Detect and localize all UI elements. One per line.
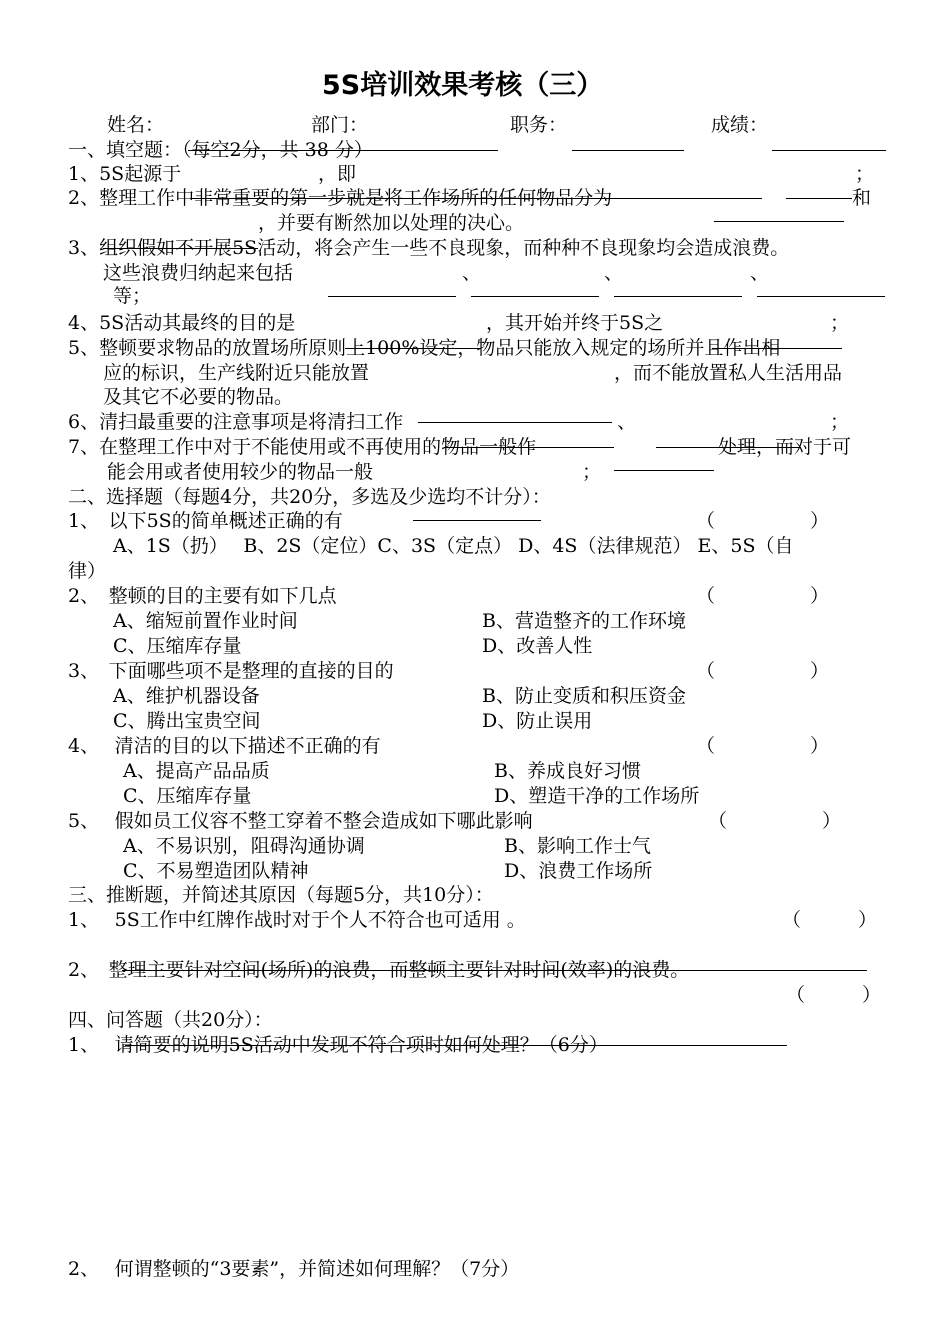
strike-line bbox=[444, 447, 614, 448]
q2-3-option-b: B、防止变质和积压资金 bbox=[482, 685, 686, 707]
q4-2-text: 2、 何谓整顿的“3要素”，并简述如何理解？（7分） bbox=[68, 1258, 520, 1280]
q2-4-option-d: D、塑造干净的工作场所 bbox=[494, 785, 700, 807]
name-label: 姓名： bbox=[107, 114, 165, 136]
position-label: 职务： bbox=[510, 114, 568, 136]
answer-paren: （ ） bbox=[696, 660, 830, 682]
q2-3-option-d: D、防止误用 bbox=[482, 710, 593, 732]
blank-line bbox=[471, 296, 599, 297]
q1-5-text-d: 及其它不必要的物品。 bbox=[103, 386, 294, 408]
blank-line bbox=[714, 221, 844, 222]
blank-line bbox=[614, 470, 714, 471]
q2-5-option-d: D、浪费工作场所 bbox=[504, 860, 653, 882]
q2-1-text: 1、 以下5S的简单概述正确的有 bbox=[68, 510, 343, 532]
score-label: 成绩： bbox=[711, 114, 769, 136]
q1-4-text: 4、5S活动其最终的目的是 bbox=[68, 312, 296, 334]
q1-1-end: ； bbox=[855, 163, 875, 185]
q1-2-text-c: ，并要有断然加以处理的决心。 bbox=[258, 212, 525, 234]
q2-4-text: 4、 清洁的目的以下描述不正确的有 bbox=[68, 735, 381, 757]
q2-3-option-a: A、维护机器设备 bbox=[113, 685, 260, 707]
q1-2-text-b: 和 bbox=[852, 187, 872, 209]
q1-2-text: 2、整理工作中非常重要的第一步就是将工作场所的任何物品分为 bbox=[68, 187, 613, 209]
answer-paren: （ ） bbox=[782, 909, 878, 931]
section3-heading: 三、推断题，并简述其原因（每题5分，共10分）： bbox=[68, 884, 494, 906]
q2-2-option-c: C、压缩库存量 bbox=[113, 635, 242, 657]
q3-1-text: 1、 5S工作中红牌作战时对于个人不符合也可适用 。 bbox=[68, 909, 526, 931]
q1-3-text-c: 等； bbox=[113, 285, 152, 307]
blank-line bbox=[757, 296, 885, 297]
q1-7-text-b: 处理，而对于可 bbox=[718, 436, 852, 458]
q2-3-option-c: C、腾出宝贵空间 bbox=[113, 710, 261, 732]
q2-1-options-cont: 律） bbox=[68, 560, 107, 582]
separator: 、 bbox=[462, 262, 482, 284]
q4-1-text: 1、 请简要的说明5S活动中发现不符合项时如何处理？（6分） bbox=[68, 1034, 608, 1056]
answer-paren: （ ） bbox=[696, 735, 830, 757]
q2-2-text: 2、 整顿的目的主要有如下几点 bbox=[68, 585, 337, 607]
q1-6-end: ； bbox=[830, 411, 850, 433]
strike-line bbox=[103, 248, 258, 249]
q2-1-options: A、1S（扔） B、2S（定位）C、3S（定点） D、4S（法律规范） E、5S（自 bbox=[113, 535, 794, 557]
q2-3-text: 3、 下面哪些项不是整理的直接的目的 bbox=[68, 660, 394, 682]
q2-4-option-b: B、养成良好习惯 bbox=[494, 760, 641, 782]
strike-line bbox=[188, 150, 498, 151]
strike-line bbox=[345, 348, 480, 349]
department-label: 部门： bbox=[311, 114, 369, 136]
q1-4-text-b: ，其开始并终于5S之 bbox=[486, 312, 664, 334]
q2-2-option-d: D、改善人性 bbox=[482, 635, 593, 657]
q1-6-sep: 、 bbox=[617, 411, 637, 433]
strike-line bbox=[786, 198, 852, 199]
q2-4-option-a: A、提高产品品质 bbox=[123, 760, 270, 782]
q1-5-text-b: 应的标识，生产线附近只能放置 bbox=[103, 362, 370, 384]
blank-line bbox=[328, 296, 456, 297]
q2-2-option-a: A、缩短前置作业时间 bbox=[113, 610, 298, 632]
strike-line bbox=[712, 348, 842, 349]
section2-heading: 二、选择题（每题4分，共20分，多选及少选均不计分）： bbox=[68, 486, 551, 508]
section1-heading: 一、填空题：（每空2分，共 38 分） bbox=[68, 139, 373, 161]
q2-2-option-b: B、营造整齐的工作环境 bbox=[482, 610, 686, 632]
q1-7-text: 7、在整理工作中对于不能使用或不再使用的物品一般作 bbox=[68, 436, 537, 458]
strike-line bbox=[190, 198, 762, 199]
blank-line bbox=[572, 150, 684, 151]
q2-5-option-c: C、不易塑造团队精神 bbox=[123, 860, 309, 882]
q2-5-text: 5、 假如员工仪容不整工穿着不整会造成如下哪此影响 bbox=[68, 810, 533, 832]
q1-4-end: ； bbox=[830, 312, 850, 334]
q1-7-text-c: 能会用或者使用较少的物品一般 bbox=[107, 461, 374, 483]
separator: 、 bbox=[604, 262, 624, 284]
strike-line bbox=[125, 1045, 787, 1046]
q1-6-text: 6、清扫最重要的注意事项是将清扫工作 bbox=[68, 411, 404, 433]
answer-paren: （ ） bbox=[708, 810, 842, 832]
q1-1-text-b: ，即 bbox=[318, 163, 357, 185]
q1-3-text: 3、组织假如不开展5S活动，将会产生一些不良现象，而种种不良现象均会造成浪费。 bbox=[68, 237, 790, 259]
strike-line bbox=[122, 970, 867, 971]
q1-5-text-c: ，而不能放置私人生活用品 bbox=[614, 362, 843, 384]
q1-5-text: 5、整顿要求物品的放置场所原则上100%设定，物品只能放入规定的场所并且作出相 bbox=[68, 337, 781, 359]
blank-line bbox=[614, 296, 742, 297]
q1-1-text: 1、5S起源于 bbox=[68, 163, 182, 185]
q2-5-option-a: A、不易识别，阻碍沟通协调 bbox=[123, 835, 365, 857]
q2-5-option-b: B、影响工作士气 bbox=[504, 835, 651, 857]
separator: 、 bbox=[750, 262, 770, 284]
answer-paren: （ ） bbox=[786, 984, 882, 1006]
page-title: 5S培训效果考核（三） bbox=[322, 70, 604, 101]
answer-paren: （ ） bbox=[696, 510, 830, 532]
q1-3-text-b: 这些浪费归纳起来包括 bbox=[103, 262, 294, 284]
section4-heading: 四、问答题（共20分）： bbox=[68, 1009, 273, 1031]
strike-line bbox=[418, 422, 612, 423]
q3-2-text: 2、 整理主要针对空间(场所)的浪费，而整顿主要针对时间(效率)的浪费。 bbox=[68, 959, 690, 981]
answer-paren: （ ） bbox=[696, 585, 830, 607]
blank-line bbox=[413, 520, 541, 521]
blank-line bbox=[772, 150, 886, 151]
q1-7-end: ； bbox=[582, 461, 602, 483]
q2-4-option-c: C、压缩库存量 bbox=[123, 785, 252, 807]
